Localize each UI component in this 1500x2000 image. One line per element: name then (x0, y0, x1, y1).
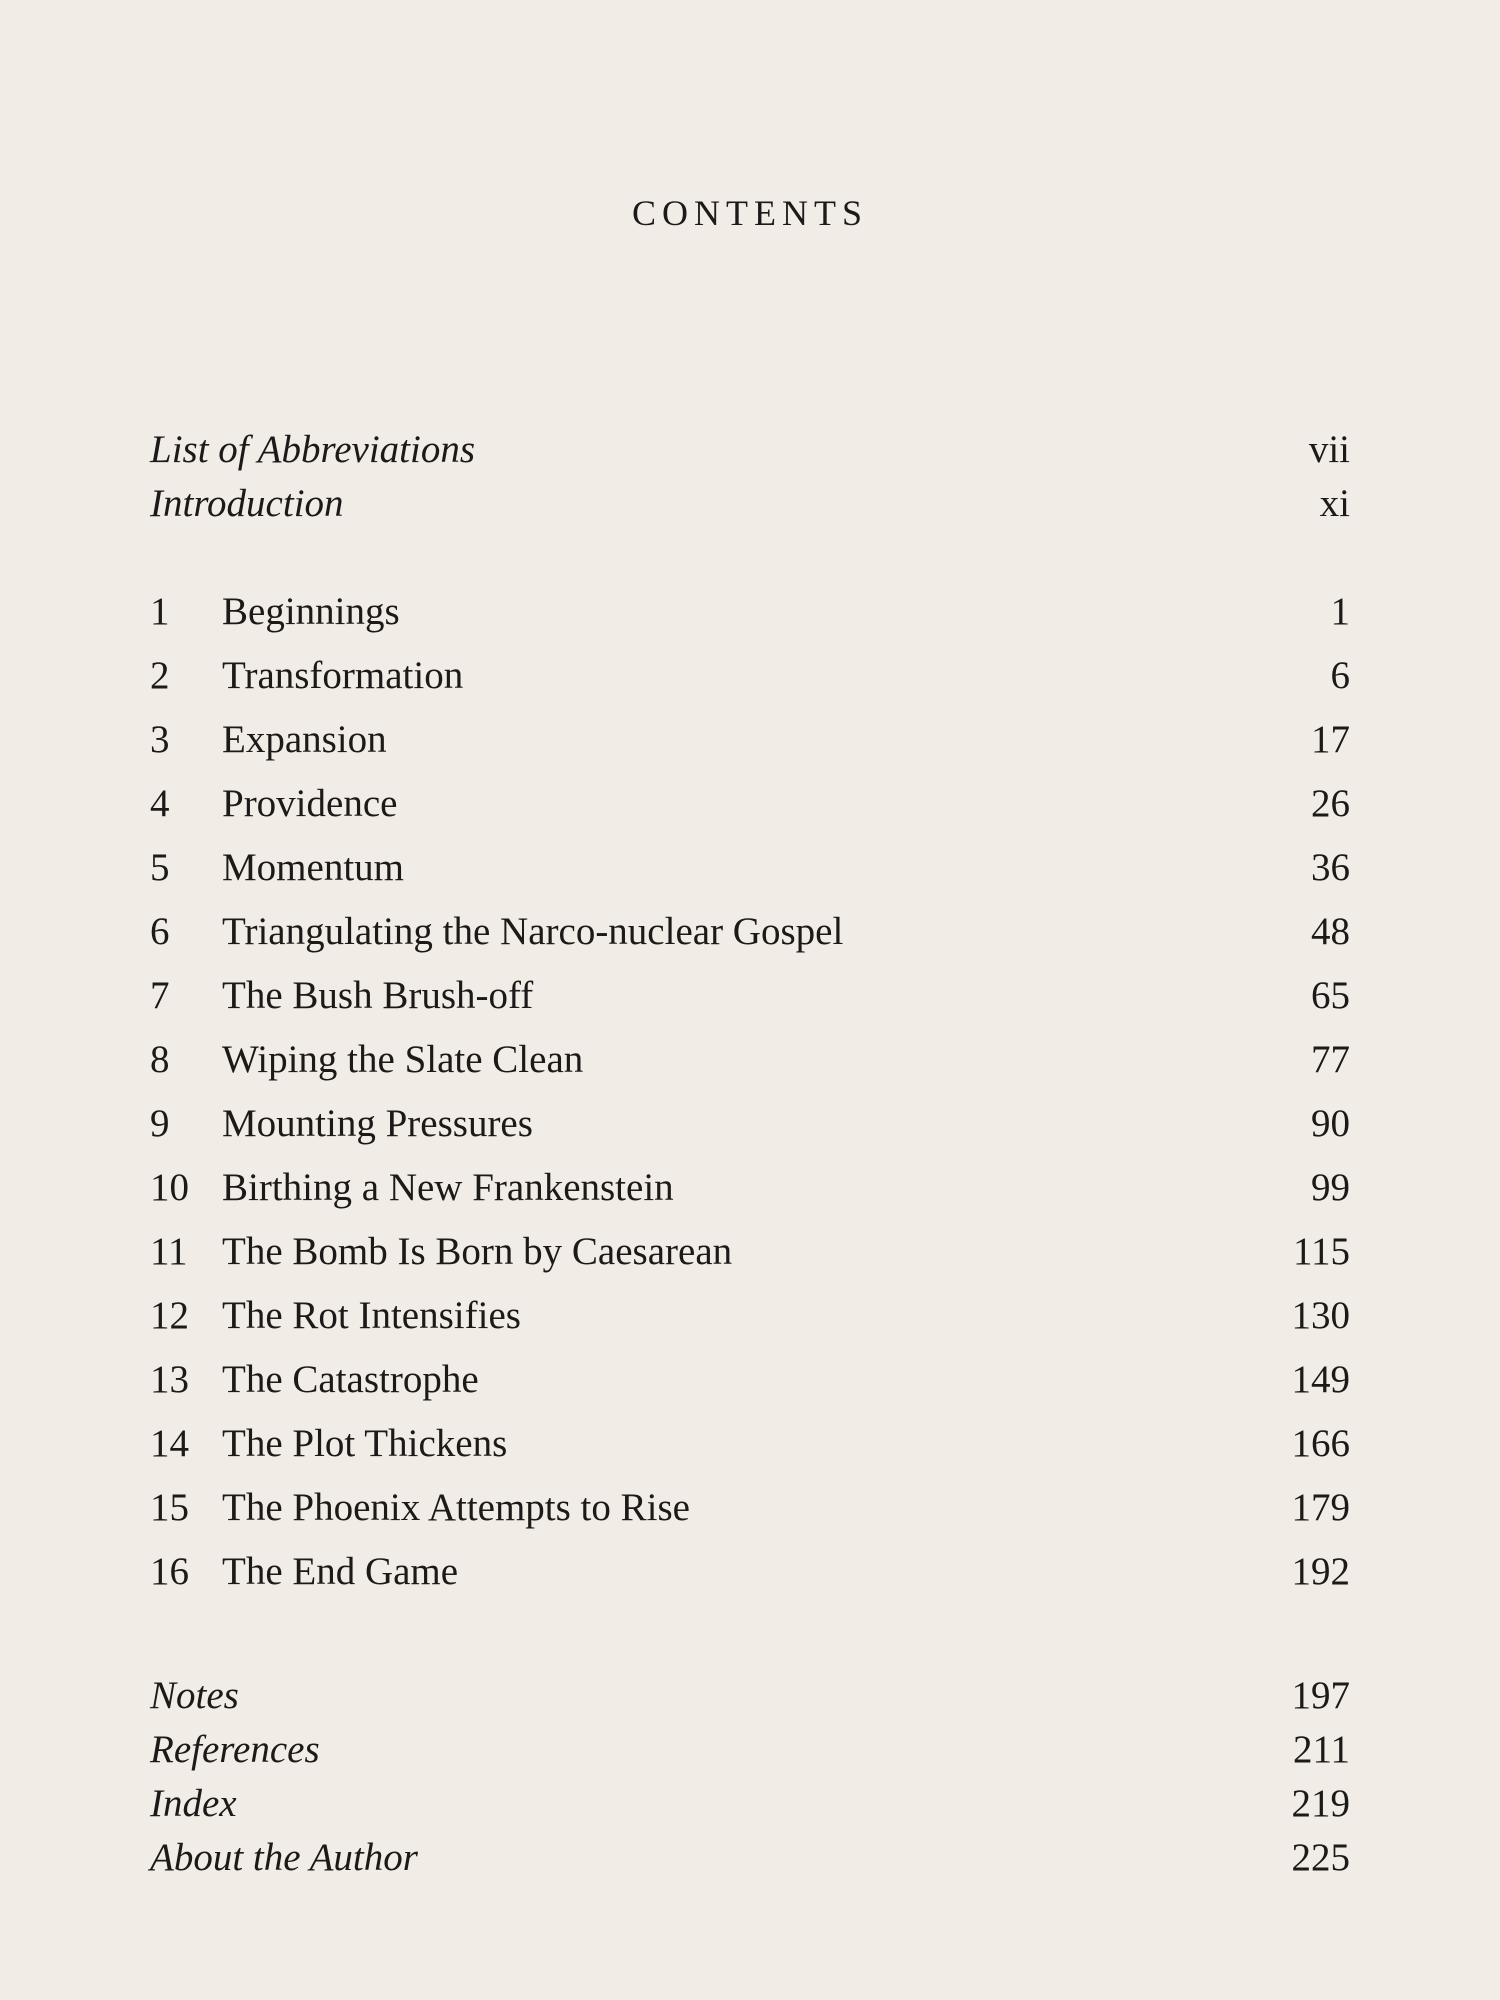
chapter-title: The Phoenix Attempts to Rise (222, 1486, 690, 1529)
chapter-number: 6 (150, 910, 170, 953)
toc-entry-introduction[interactable] (150, 476, 1350, 532)
chapter-page: 48 (1311, 910, 1350, 953)
chapter-page: 130 (1291, 1294, 1350, 1337)
chapter-page: 65 (1311, 974, 1350, 1017)
toc-entry-label: Introduction (150, 482, 344, 525)
toc-chapter-5[interactable] (150, 840, 1350, 896)
chapter-number: 7 (150, 974, 170, 1017)
toc-entry-page: 197 (1291, 1674, 1350, 1717)
toc-entry-page: xi (1319, 482, 1350, 525)
chapter-title: The Bomb Is Born by Caesarean (222, 1230, 733, 1273)
toc-chapter-3[interactable] (150, 712, 1350, 768)
toc-chapter-8[interactable] (150, 1032, 1350, 1088)
chapter-page: 77 (1311, 1038, 1350, 1081)
chapter-number: 1 (150, 590, 170, 633)
chapter-number: 3 (150, 718, 170, 761)
toc-chapter-1[interactable] (150, 584, 1350, 640)
toc-entry-page: 219 (1291, 1782, 1350, 1825)
toc-entry-references[interactable] (150, 1722, 1350, 1778)
toc-chapter-4[interactable] (150, 776, 1350, 832)
toc-entry-index[interactable] (150, 1776, 1350, 1832)
chapter-number: 12 (150, 1294, 189, 1337)
chapter-title: Beginnings (222, 590, 400, 633)
toc-entry-page: 211 (1292, 1728, 1350, 1771)
chapter-number: 10 (150, 1166, 189, 1209)
chapter-title: Transformation (222, 654, 464, 697)
toc-chapter-13[interactable] (150, 1352, 1350, 1408)
chapter-number: 9 (150, 1102, 170, 1145)
chapter-page: 1 (1330, 590, 1350, 633)
chapter-page: 192 (1291, 1550, 1350, 1593)
toc-chapter-16[interactable] (150, 1544, 1350, 1600)
toc-entry-label: Index (150, 1782, 237, 1825)
toc-entry-list-of-abbreviations[interactable] (150, 422, 1350, 478)
page-title: CONTENTS (632, 193, 868, 234)
chapter-title: Birthing a New Frankenstein (222, 1166, 674, 1209)
toc-chapter-12[interactable] (150, 1288, 1350, 1344)
chapter-number: 11 (150, 1230, 188, 1273)
chapter-title: The Plot Thickens (222, 1422, 508, 1465)
chapter-title: The End Game (222, 1550, 459, 1593)
chapter-title: Providence (222, 782, 398, 825)
toc-entry-page: 225 (1291, 1836, 1350, 1879)
chapter-page: 115 (1292, 1230, 1350, 1273)
chapter-title: The Rot Intensifies (222, 1294, 521, 1337)
chapter-number: 2 (150, 654, 170, 697)
toc-entry-label: About the Author (150, 1836, 418, 1879)
toc-entry-about-the-author[interactable] (150, 1830, 1350, 1886)
chapter-title: Wiping the Slate Clean (222, 1038, 584, 1081)
chapter-title: Expansion (222, 718, 387, 761)
chapter-number: 8 (150, 1038, 170, 1081)
toc-chapter-9[interactable] (150, 1096, 1350, 1152)
chapter-page: 179 (1291, 1486, 1350, 1529)
toc-entry-page: vii (1308, 428, 1350, 471)
chapter-number: 14 (150, 1422, 189, 1465)
toc-chapter-6[interactable] (150, 904, 1350, 960)
chapter-page: 17 (1311, 718, 1350, 761)
toc-entry-label: Notes (150, 1674, 239, 1717)
chapter-page: 166 (1291, 1422, 1350, 1465)
chapter-number: 16 (150, 1550, 189, 1593)
toc-entry-label: List of Abbreviations (150, 428, 476, 471)
chapter-number: 15 (150, 1486, 189, 1529)
chapter-title: Mounting Pressures (222, 1102, 533, 1145)
chapter-page: 6 (1330, 654, 1350, 697)
chapter-page: 149 (1291, 1358, 1350, 1401)
toc-chapter-14[interactable] (150, 1416, 1350, 1472)
chapter-page: 26 (1311, 782, 1350, 825)
toc-chapter-15[interactable] (150, 1480, 1350, 1536)
toc-entry-notes[interactable] (150, 1668, 1350, 1724)
chapter-number: 4 (150, 782, 170, 825)
chapter-title: Triangulating the Narco-nuclear Gospel (222, 910, 844, 953)
toc-chapter-7[interactable] (150, 968, 1350, 1024)
toc-entry-label: References (150, 1728, 320, 1771)
chapter-page: 36 (1311, 846, 1350, 889)
toc-chapter-2[interactable] (150, 648, 1350, 704)
chapter-page: 99 (1311, 1166, 1350, 1209)
chapter-page: 90 (1311, 1102, 1350, 1145)
chapter-title: The Bush Brush-off (222, 974, 534, 1017)
toc-chapter-11[interactable] (150, 1224, 1350, 1280)
toc-chapter-10[interactable] (150, 1160, 1350, 1216)
chapter-title: Momentum (222, 846, 404, 889)
chapter-number: 13 (150, 1358, 189, 1401)
chapter-title: The Catastrophe (222, 1358, 479, 1401)
chapter-number: 5 (150, 846, 170, 889)
